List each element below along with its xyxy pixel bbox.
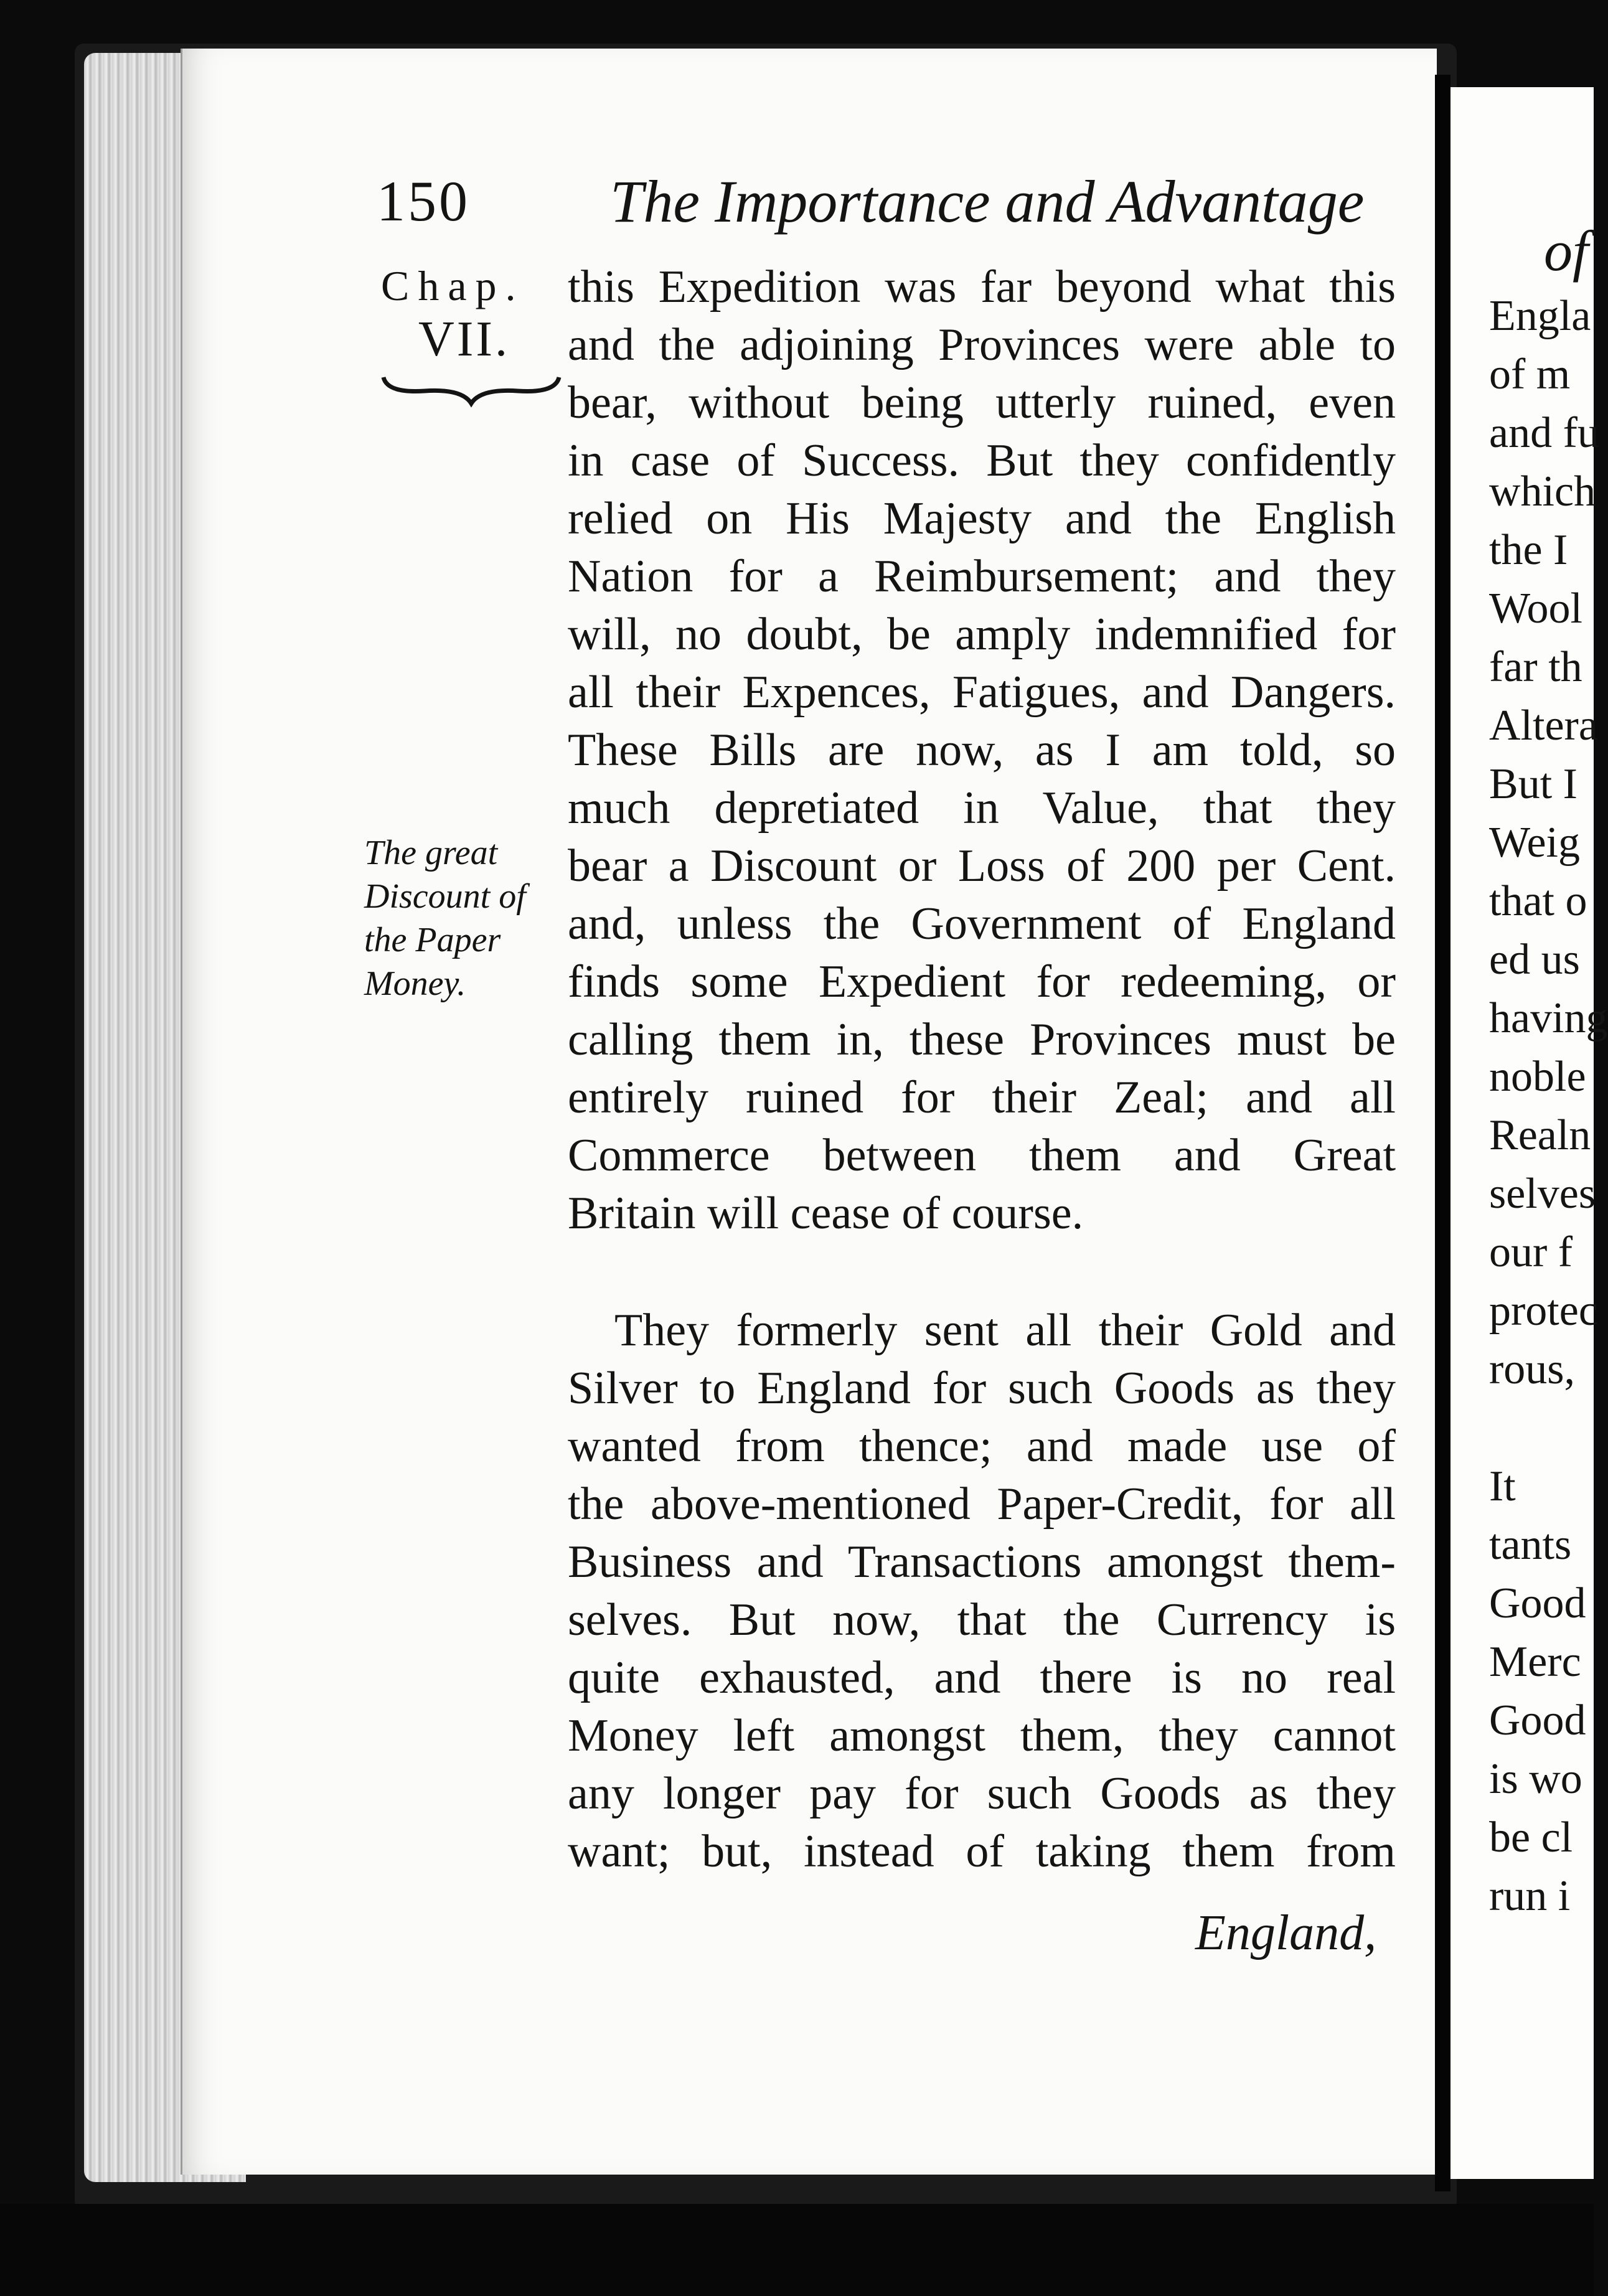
right-text-fragment: [1489, 1400, 1594, 1457]
text-line: much depretiated in Value, that they: [568, 783, 1396, 834]
side-note-line: Discount of: [364, 877, 526, 916]
right-text-fragment: Realn: [1489, 1111, 1591, 1159]
right-text-fragment: Wool: [1489, 585, 1582, 633]
right-text-fragment: Good: [1489, 1579, 1586, 1627]
text-line: Money left amongst them, they cannot: [568, 1710, 1396, 1761]
text-line: want; but, instead of taking them from: [568, 1826, 1396, 1877]
text-line: bear, without being utterly ruined, even: [568, 377, 1396, 428]
right-text-fragment: of m: [1489, 351, 1571, 398]
side-note-line: Money.: [364, 964, 466, 1003]
text-line: will, no doubt, be amply indemnified for: [568, 609, 1396, 660]
catch-word: England,: [1195, 1906, 1377, 1960]
curly-brace-icon: [381, 372, 562, 410]
right-text-fragment: Weig: [1489, 819, 1580, 867]
text-line: relied on His Majesty and the English: [568, 493, 1396, 544]
chapter-label: Chap.: [381, 262, 525, 309]
text-line: the above-mentioned Paper-Credit, for all: [568, 1479, 1396, 1530]
right-text-fragment: having: [1489, 994, 1608, 1042]
text-line: Business and Transactions amongst them-: [568, 1536, 1396, 1588]
text-line: entirely ruined for their Zeal; and all: [568, 1072, 1396, 1123]
text-line: finds some Expedient for redeeming, or: [568, 956, 1396, 1007]
text-line: this Expedition was far beyond what this: [568, 261, 1396, 313]
right-text-fragment: tants: [1489, 1521, 1572, 1569]
right-text-fragment: Merc: [1489, 1638, 1581, 1686]
text-line: Commerce between them and Great: [568, 1130, 1396, 1181]
right-text-fragment: the I: [1489, 526, 1568, 574]
right-text-fragment: is wo: [1489, 1755, 1582, 1803]
text-line: Silver to England for such Goods as they: [568, 1363, 1396, 1414]
right-text-fragment: Engla: [1489, 292, 1591, 340]
right-text-fragment: protec: [1489, 1287, 1598, 1335]
text-line: Nation for a Reimbursement; and they: [568, 551, 1396, 602]
right-text-fragment: selves: [1489, 1170, 1596, 1218]
side-note: [364, 831, 563, 1005]
right-text-fragment: be cl: [1489, 1814, 1573, 1861]
right-text-fragment: which: [1489, 468, 1596, 515]
right-text-fragment: Good: [1489, 1696, 1586, 1744]
side-note-line: The great: [364, 834, 498, 872]
right-text-fragment: our f: [1489, 1228, 1573, 1276]
text-line: all their Expences, Fatigues, and Dangers.: [568, 667, 1396, 718]
text-line: in case of Success. But they confidently: [568, 435, 1396, 486]
text-line: bear a Discount or Loss of 200 per Cent.: [568, 840, 1396, 892]
right-text-fragment: run i: [1489, 1872, 1571, 1920]
text-line: and, unless the Government of England: [568, 898, 1396, 949]
text-line: These Bills are now, as I am told, so: [568, 725, 1396, 776]
chapter-number: VII.: [418, 312, 510, 367]
right-text-fragment: But I: [1489, 760, 1577, 808]
side-note-line: the Paper: [364, 921, 501, 959]
text-line: quite exhausted, and there is no real: [568, 1652, 1396, 1703]
right-text-fragment: noble: [1489, 1053, 1586, 1101]
text-line: any longer pay for such Goods as they: [568, 1768, 1396, 1819]
right-text-fragment: that o: [1489, 877, 1587, 925]
right-text-fragment: and fu: [1489, 409, 1599, 457]
right-text-fragment: It: [1489, 1462, 1516, 1510]
text-line: calling them in, these Provinces must be: [568, 1014, 1396, 1065]
page-number: 150: [377, 169, 470, 233]
right-text-fragment: far th: [1489, 643, 1582, 691]
text-line: They formerly sent all their Gold and: [614, 1305, 1396, 1356]
running-head: The Importance and Advantage: [610, 168, 1365, 235]
text-line: selves. But now, that the Currency is: [568, 1594, 1396, 1645]
text-line: and the adjoining Provinces were able to: [568, 319, 1396, 370]
text-line: Britain will cease of course.: [568, 1188, 1084, 1239]
right-running-head: of: [1544, 219, 1589, 283]
right-text-fragment: Altera: [1489, 702, 1598, 750]
scan-background: [0, 2204, 1594, 2296]
book-gutter: [1435, 75, 1450, 2191]
right-text-fragment: rous,: [1489, 1345, 1576, 1393]
right-text-fragment: ed us: [1489, 936, 1580, 984]
text-line: wanted from thence; and made use of: [568, 1421, 1396, 1472]
